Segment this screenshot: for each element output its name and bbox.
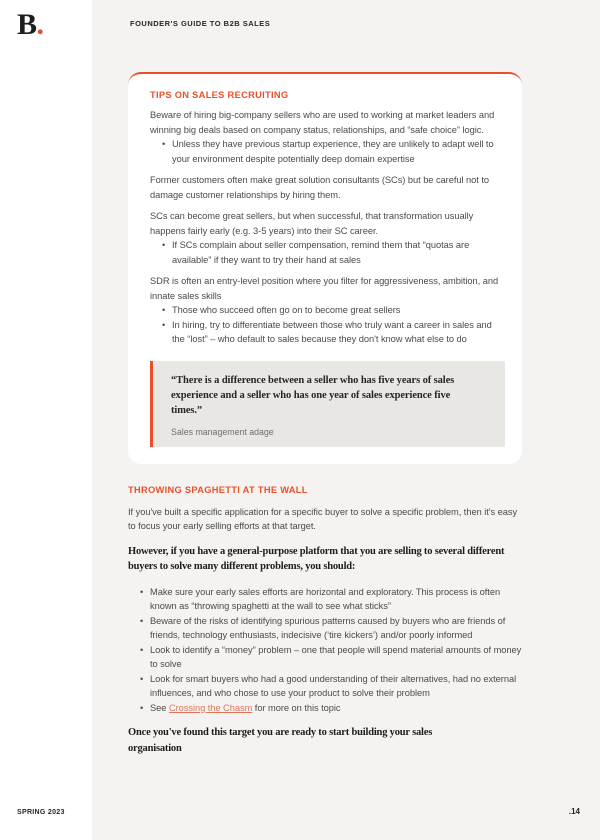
bullet-item <box>140 614 522 643</box>
crossing-the-chasm-link[interactable]: Crossing the Chasm <box>168 702 253 713</box>
link-prefix: See <box>150 702 169 713</box>
bullet-item <box>162 137 505 166</box>
quote-attribution: Sales management adage <box>171 426 274 437</box>
main-content <box>128 72 522 756</box>
logo-letter: B <box>17 8 37 41</box>
bullet-text-with-link <box>150 701 341 716</box>
bullet-item <box>140 672 522 701</box>
bullet-marker: • <box>162 240 166 250</box>
pull-quote <box>150 361 505 447</box>
bullet-text: Look to identify a “money” problem – one that people will spend material amounts of money to solve <box>150 644 522 669</box>
link-suffix: for more on this topic <box>252 702 341 713</box>
tips-paragraph-1: Beware of hiring big-company sellers who are used to working at market leaders and winning big deals based on company status, relationships, and “safe choice” logic. <box>150 110 495 135</box>
bullet-marker: • <box>140 644 144 655</box>
bullet-text: Look for smart buyers who had a good understanding of their alternatives, had no external influences, and who chose to use your product to solve their problem <box>150 673 517 698</box>
bullet-text: If SCs complain about seller compensation, remind them that “quotas are available” if they want to try their hand at sales <box>172 240 470 265</box>
bullet-marker: • <box>140 673 144 684</box>
section-lead: However, if you have a general-purpose platform that you are selling to several different buyers to solve many different problems, you should: <box>128 545 505 572</box>
tips-box-title: TIPS ON SALES RECRUITING <box>150 90 289 100</box>
quote-text: “There is a difference between a seller who has five years of sales experience and a seller who has one year of sales experience five times.” <box>171 374 455 416</box>
spaghetti-section <box>128 485 522 757</box>
bullet-marker: • <box>162 139 166 149</box>
tips-bullet-list-1 <box>150 137 505 166</box>
tips-paragraph-4: SDR is often an entry-level position where you filter for aggressiveness, ambition, and innate sales skills <box>150 276 499 301</box>
section-bullet-list <box>128 585 522 716</box>
document-title: FOUNDER'S GUIDE TO B2B SALES <box>130 19 271 28</box>
tips-bullet-list-3 <box>150 238 505 267</box>
bullet-item <box>162 318 505 347</box>
section-paragraph-1: If you've built a specific application for a specific buyer to solve a specific problem, then it's easy to focus your early selling efforts at that target. <box>128 506 518 531</box>
bullet-marker: • <box>162 319 166 330</box>
bullet-item <box>162 303 505 318</box>
bullet-item <box>140 585 522 614</box>
section-title: THROWING SPAGHETTI AT THE WALL <box>128 484 308 495</box>
tips-paragraph-3: SCs can become great sellers, but when successful, that transformation usually happens fairly early (e.g. 3-5 years) into their SC career. <box>150 211 474 236</box>
tips-bullet-list-4 <box>150 303 505 347</box>
bullet-text: Unless they have previous startup experience, they are unlikely to adapt well to your environment despite potentially deep domain expertise <box>172 139 494 164</box>
bullet-text: Those who succeed often go on to become great sellers <box>172 305 401 315</box>
footer-page-number: .14 <box>568 807 580 816</box>
logo-dot: . <box>36 8 44 41</box>
bullet-marker: • <box>140 702 144 713</box>
bullet-item <box>140 643 522 672</box>
tips-callout-box <box>128 72 522 464</box>
tips-paragraph-2: Former customers often make great solution consultants (SCs) but be careful not to damage customer relationships by hiring them. <box>150 175 490 200</box>
section-closing: Once you've found this target you are ready to start building your sales organisation <box>128 727 433 754</box>
bullet-text: Make sure your early sales efforts are horizontal and exploratory. This process is often known as “throwing spaghetti at the wall to see what sticks” <box>150 586 501 611</box>
bullet-item <box>140 701 522 716</box>
bullet-marker: • <box>140 586 144 597</box>
bullet-text: Beware of the risks of identifying spurious patterns caused by buyers who are friends of friends, technology enthusiasts, indecisive (‘tire kickers’) and/or poorly informed <box>150 615 506 640</box>
bullet-text: In hiring, try to differentiate between those who truly want a career in sales and the “lost” – who default to sales because they don't know what else to do <box>172 319 492 344</box>
bullet-item <box>162 238 505 267</box>
brand-logo <box>17 8 44 42</box>
footer-season: SPRING 2023 <box>17 809 65 816</box>
bullet-marker: • <box>140 615 144 626</box>
bullet-marker: • <box>162 305 166 315</box>
